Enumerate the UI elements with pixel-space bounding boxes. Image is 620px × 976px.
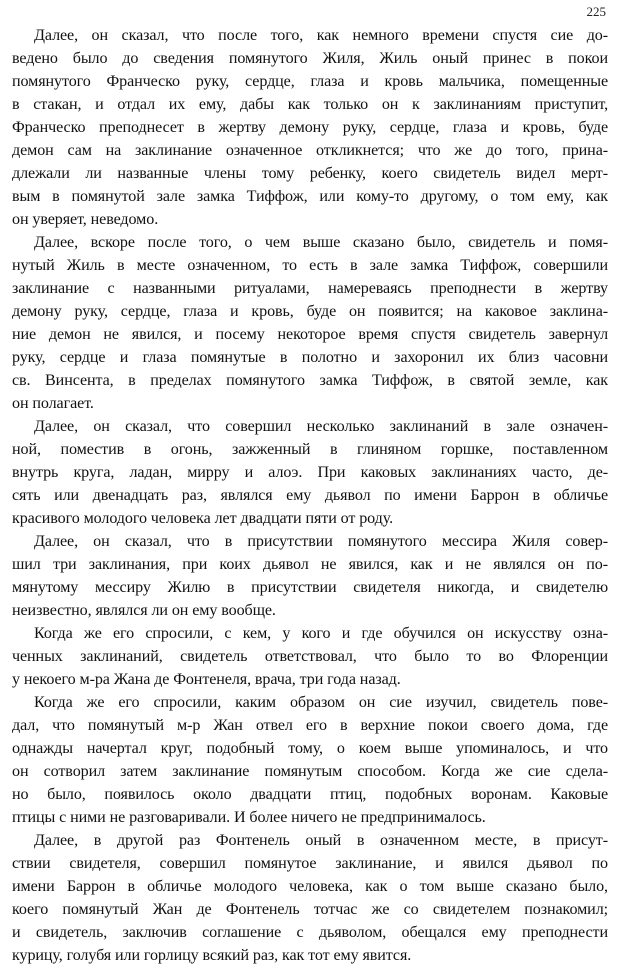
text-line: он сотворил затем заклинание помянутым способом. Когда же сие сдела- bbox=[12, 763, 608, 780]
paragraph bbox=[12, 829, 608, 967]
text-line: Далее, вскоре после того, о чем выше сказано было, свидетель и помя- bbox=[34, 234, 608, 251]
text-line: руку, сердце и глаза помянутые в полотно и захоронил их близ часовни bbox=[12, 349, 608, 366]
text-line: ченных заклинаний, свидетель ответствовал, что было то во Флоренции bbox=[12, 648, 608, 665]
text-line: коего помянутый Жан де Фонтенель тотчас же со свидетелем познакомил; bbox=[12, 901, 608, 918]
text-line: Далее, он сказал, что после того, как немного времени спустя сие до- bbox=[34, 27, 608, 44]
text-line: Далее, в другой раз Фонтенель оный в означенном месте, в присут- bbox=[34, 832, 608, 849]
text-line: ние демон не явился, и посему некоторое время спустя свидетель завернул bbox=[12, 326, 608, 343]
text-line: длежали ли названные члены тому ребенку, коего свидетель видел мерт- bbox=[12, 165, 608, 182]
body-text bbox=[12, 24, 608, 967]
text-line: мянутому мессиру Жилю в присутствии свидетеля никогда, и свидетелю bbox=[12, 579, 608, 596]
text-line: он полагает. bbox=[12, 395, 94, 412]
text-line: нутый Жиль в месте означенном, то есть в зале замка Тиффож, совершили bbox=[12, 257, 608, 274]
text-line: Франческо преподнесет в жертву демону руку, сердце, глаза и кровь, буде bbox=[12, 119, 608, 136]
text-line: красивого молодого человека лет двадцати пяти от роду. bbox=[12, 510, 394, 527]
text-line: ной, поместив в огонь, зажженный в глиняном горшке, поставленном bbox=[12, 441, 608, 458]
text-line: неизвестно, являлся ли он ему вообще. bbox=[12, 602, 276, 619]
text-line: внутрь круга, ладан, мирру и алоэ. При каковых заклинаниях часто, де- bbox=[12, 464, 608, 481]
text-line: имени Баррон в обличье молодого человека, как о том выше сказано было, bbox=[12, 878, 608, 895]
text-line: Когда же его спросили, каким образом он сие изучил, свидетель пове- bbox=[34, 694, 608, 711]
text-line: ведено было до сведения помянутого Жиля, Жиль оный принес в покои bbox=[12, 50, 608, 67]
text-line: он уверяет, неведомо. bbox=[12, 211, 159, 228]
text-line: курицу, голубя или горлицу всякий раз, как тот ему явится. bbox=[12, 947, 412, 964]
paragraph bbox=[12, 691, 608, 829]
text-line: дал, что помянутый м-р Жан отвел его в верхние покои своего дома, где bbox=[12, 717, 608, 734]
text-line: помянутого Франческо руку, сердце, глаза и кровь мальчика, помещенные bbox=[12, 73, 608, 90]
text-line: однажды начертал круг, подобный тому, о коем выше упоминалось, и что bbox=[12, 740, 608, 757]
paragraph bbox=[12, 231, 608, 415]
text-line: вым в помянутой зале замка Тиффож, или кому-то другому, о том ему, как bbox=[12, 188, 608, 205]
paragraph bbox=[12, 530, 608, 622]
text-line: у некоего м-ра Жана де Фонтенеля, врача, три года назад. bbox=[12, 671, 401, 688]
text-line: Далее, он сказал, что в присутствии помянутого мессира Жиля совер- bbox=[34, 533, 608, 550]
text-line: Далее, он сказал, что совершил несколько заклинаний в зале означен- bbox=[34, 418, 608, 435]
text-line: демон сам на заклинание означенное откликнется; что же до того, прина- bbox=[12, 142, 608, 159]
text-line: и свидетель, заключив соглашение с дьяволом, обещался ему преподнести bbox=[12, 924, 608, 941]
paragraph bbox=[12, 622, 608, 691]
text-line: св. Винсента, в пределах помянутого замка Тиффож, в святой земле, как bbox=[12, 372, 608, 389]
page-number: 225 bbox=[586, 4, 606, 19]
text-line: птицы с ними не разговаривали. И более ничего не предпринималось. bbox=[12, 809, 486, 826]
text-line: сять или двенадцать раз, являлся ему дьявол по имени Баррон в обличье bbox=[12, 487, 608, 504]
text-line: ствии свидетеля, совершил помянутое заклинание, и явился дьявол по bbox=[12, 855, 608, 872]
text-line: но было, появилось около двадцати птиц, подобных воронам. Каковые bbox=[12, 786, 608, 803]
text-line: заклинание с названными ритуалами, намереваясь преподнести в жертву bbox=[12, 280, 608, 297]
text-line: шил три заклинания, при коих дьявол не явился, как и не являлся он по- bbox=[12, 556, 608, 573]
text-line: демону руку, сердце, глаза и кровь, буде он появится; на каковое заклина- bbox=[12, 303, 608, 320]
paragraph bbox=[12, 415, 608, 530]
paragraph bbox=[12, 24, 608, 231]
text-line: в стакан, и отдал их ему, дабы как только он к заклинаниям приступит, bbox=[12, 96, 608, 113]
text-line: Когда же его спросили, с кем, у кого и где обучился он искусству озна- bbox=[34, 625, 608, 642]
